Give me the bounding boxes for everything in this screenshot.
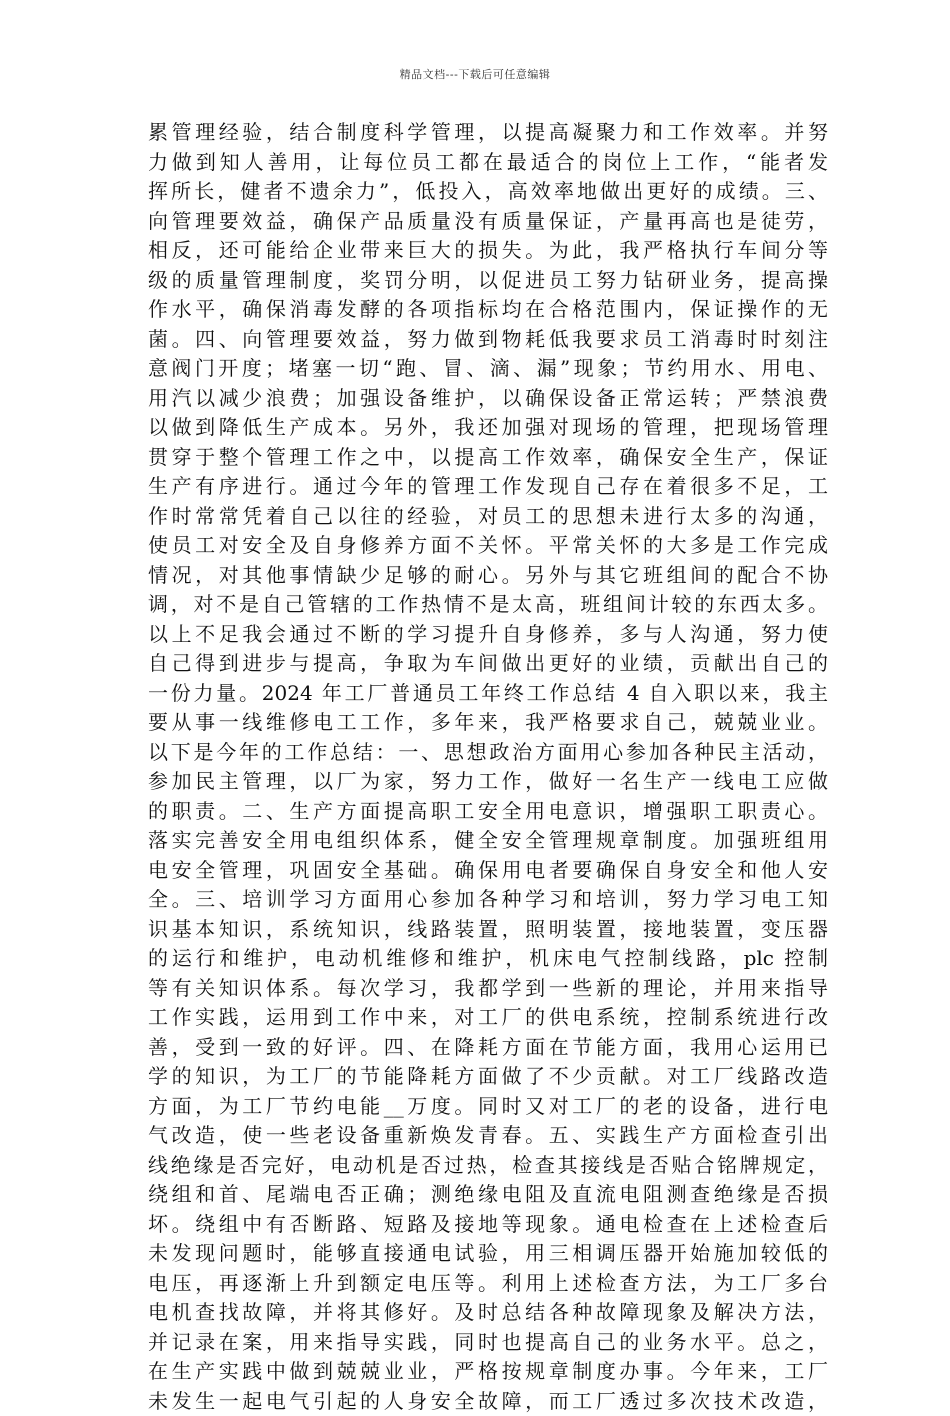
text-line: 坏。绕组中有否断路、短路及接地等现象。通电检查在上述检查后 — [148, 1210, 828, 1240]
text-line: 挥所长，健者不遗余力”，低投入，高效率地做出更好的成绩。三、 — [148, 177, 828, 207]
text-line: 电安全管理，巩固安全基础。确保用电者要确保自身安全和他人安 — [148, 856, 828, 886]
text-line: 全。三、培训学习方面用心参加各种学习和培训，努力学习电工知 — [148, 885, 828, 915]
text-line: 参加民主管理，以厂为家，努力工作，做好一名生产一线电工应做 — [148, 767, 828, 797]
text-line: 善，受到一致的好评。四、在降耗方面在节能方面，我用心运用已 — [148, 1033, 828, 1063]
document-body — [148, 118, 828, 1416]
text-line: 情况，对其他事情缺少足够的耐心。另外与其它班组间的配合不协 — [148, 561, 828, 591]
text-line: 电机查找故障，并将其修好。及时总结各种故障现象及解决方法， — [148, 1298, 828, 1328]
text-line: 力做到知人善用，让每位员工都在最适合的岗位上工作，“能者发 — [148, 148, 828, 178]
text-line: 一份力量。2024 年工厂普通员工年终工作总结 4 自入职以来，我主 — [148, 679, 828, 709]
text-line: 以下是今年的工作总结：一、思想政治方面用心参加各种民主活动， — [148, 738, 828, 768]
text-line: 的运行和维护，电动机维修和维护，机床电气控制线路，plc 控制 — [148, 944, 828, 974]
text-line: 意阀门开度；堵塞一切“跑、冒、滴、漏”现象；节约用水、用电、 — [148, 354, 828, 384]
text-line: 相反，还可能给企业带来巨大的损失。为此，我严格执行车间分等 — [148, 236, 828, 266]
text-line: 用汽以减少浪费；加强设备维护，以确保设备正常运转；严禁浪费 — [148, 384, 828, 414]
text-line: 调，对不是自己管辖的工作热情不是太高，班组间计较的东西太多。 — [148, 590, 828, 620]
text-line: 等有关知识体系。每次学习，我都学到一些新的理论，并用来指导 — [148, 974, 828, 1004]
text-line: 未发生一起电气引起的人身安全故障，而工厂透过多次技术改造， — [148, 1387, 828, 1416]
text-line: 生产有序进行。通过今年的管理工作发现自己存在着很多不足，工 — [148, 472, 828, 502]
text-line: 气改造，使一些老设备重新焕发青春。五、实践生产方面检查引出 — [148, 1121, 828, 1151]
text-line: 学的知识，为工厂的节能降耗方面做了不少贡献。对工厂线路改造 — [148, 1062, 828, 1092]
text-line: 绕组和首、尾端电否正确；测绝缘电阻及直流电阻测查绝缘是否损 — [148, 1180, 828, 1210]
text-line: 级的质量管理制度，奖罚分明，以促进员工努力钻研业务，提高操 — [148, 266, 828, 296]
text-line: 识基本知识，系统知识，线路装置，照明装置，接地装置，变压器 — [148, 915, 828, 945]
text-line: 向管理要效益，确保产品质量没有质量保证，产量再高也是徒劳， — [148, 207, 828, 237]
text-line: 以做到降低生产成本。另外，我还加强对现场的管理，把现场管理 — [148, 413, 828, 443]
text-line: 电压，再逐渐上升到额定电压等。利用上述检查方法，为工厂多台 — [148, 1269, 828, 1299]
text-line: 以上不足我会通过不断的学习提升自身修养，多与人沟通，努力使 — [148, 620, 828, 650]
text-line: 线绝缘是否完好，电动机是否过热，检查其接线是否贴合铭牌规定， — [148, 1151, 828, 1181]
text-line: 并记录在案，用来指导实践，同时也提高自己的业务水平。总之， — [148, 1328, 828, 1358]
text-line: 菌。四、向管理要效益，努力做到物耗低我要求员工消毒时时刻注 — [148, 325, 828, 355]
page-header: 精品文档---下载后可任意编辑 — [0, 66, 950, 82]
text-line: 自己得到进步与提高，争取为车间做出更好的业绩，贡献出自己的 — [148, 649, 828, 679]
text-line: 方面，为工厂节约电能__万度。同时又对工厂的老的设备，进行电 — [148, 1092, 828, 1122]
text-line: 落实完善安全用电组织体系，健全安全管理规章制度。加强班组用 — [148, 826, 828, 856]
text-line: 工作实践，运用到工作中来，对工厂的供电系统，控制系统进行改 — [148, 1003, 828, 1033]
text-line: 使员工对安全及自身修养方面不关怀。平常关怀的大多是工作完成 — [148, 531, 828, 561]
text-line: 的职责。二、生产方面提高职工安全用电意识，增强职工职责心。 — [148, 797, 828, 827]
text-line: 作水平，确保消毒发酵的各项指标均在合格范围内，保证操作的无 — [148, 295, 828, 325]
text-line: 要从事一线维修电工工作，多年来，我严格要求自己，兢兢业业。 — [148, 708, 828, 738]
text-line: 在生产实践中做到兢兢业业，严格按规章制度办事。今年来，工厂 — [148, 1357, 828, 1387]
text-line: 累管理经验，结合制度科学管理，以提高凝聚力和工作效率。并努 — [148, 118, 828, 148]
text-line: 作时常常凭着自己以往的经验，对员工的思想未进行太多的沟通， — [148, 502, 828, 532]
text-line: 贯穿于整个管理工作之中，以提高工作效率，确保安全生产，保证 — [148, 443, 828, 473]
text-line: 未发现问题时，能够直接通电试验，用三相调压器开始施加较低的 — [148, 1239, 828, 1269]
